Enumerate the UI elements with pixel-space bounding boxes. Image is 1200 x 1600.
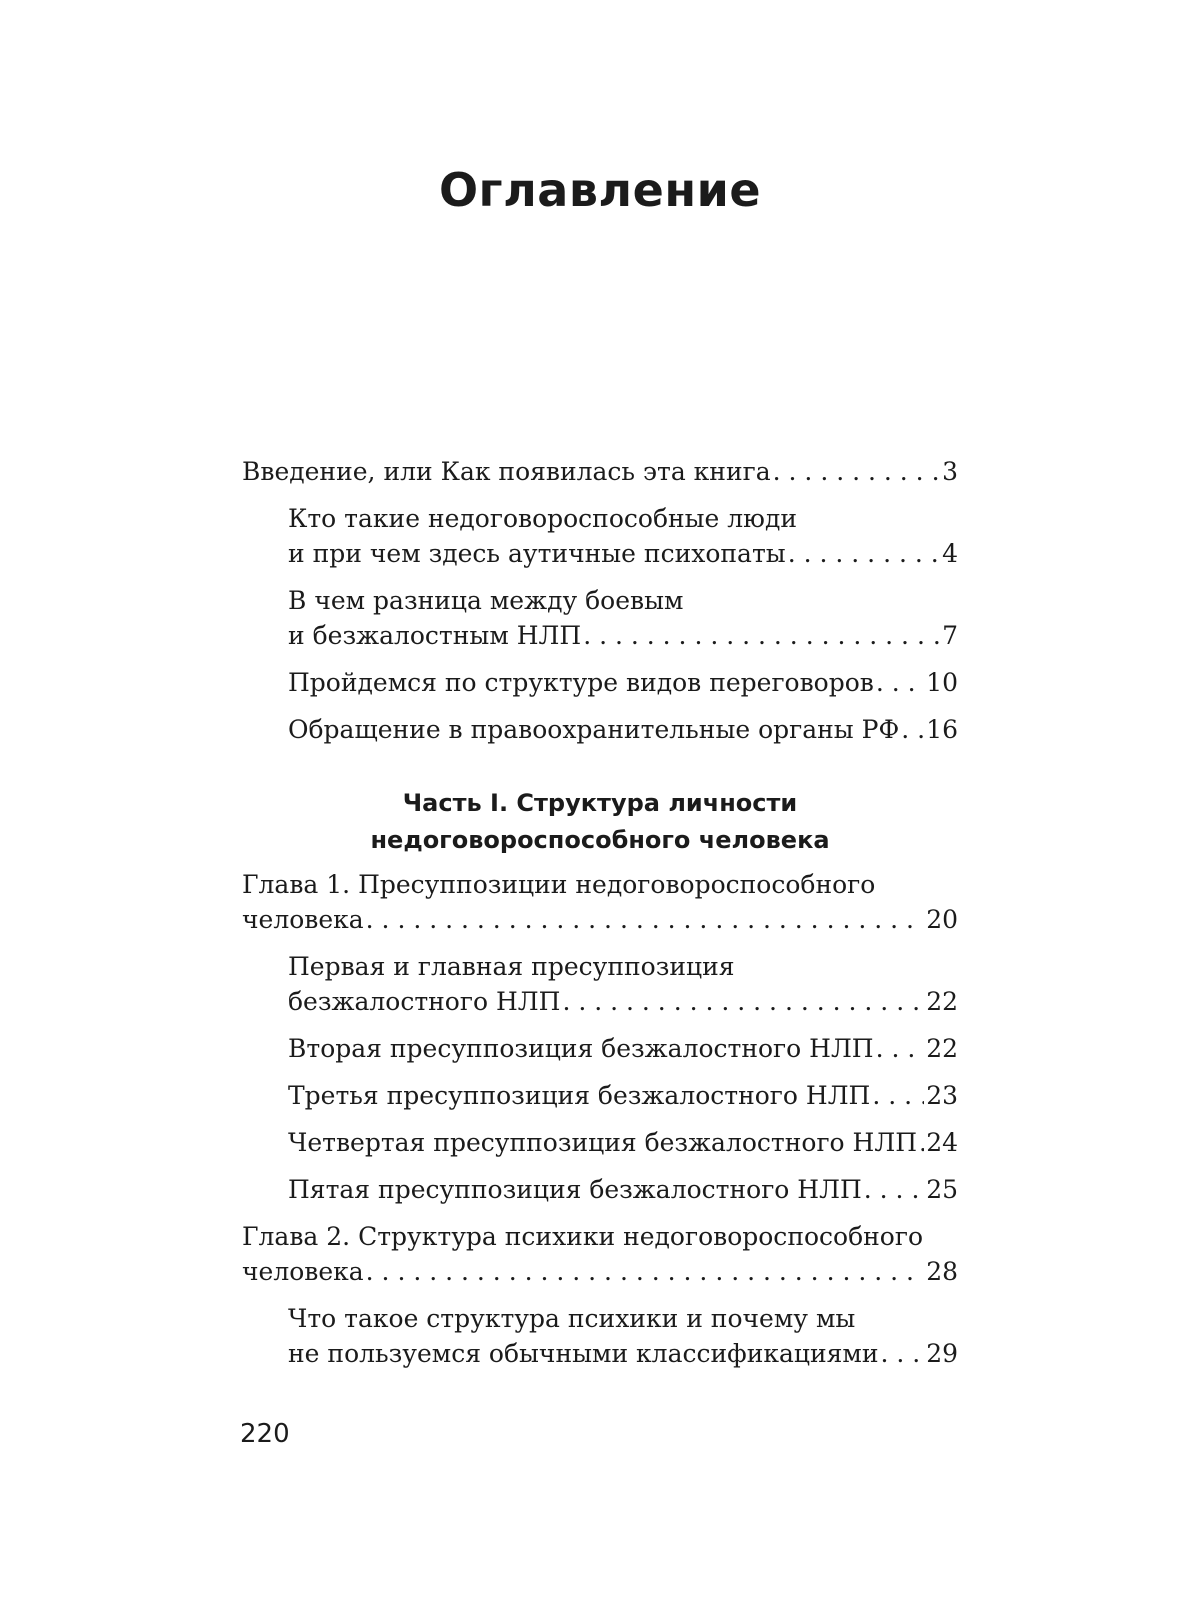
- dot-leader: [876, 1031, 925, 1066]
- toc-entry-title-line: В чем разница между боевым: [288, 586, 684, 615]
- toc-entry-title: Третья пресуппозиция безжалостного НЛП: [288, 1081, 871, 1110]
- toc-entry-fourth-presupposition[interactable]: [242, 1125, 958, 1160]
- dot-leader: [864, 1172, 924, 1207]
- toc-entry-title-line: Первая и главная пресуппозиция: [288, 952, 735, 981]
- toc-page-number: 10: [926, 668, 958, 697]
- dot-leader: [562, 984, 924, 1019]
- toc-entry-third-presupposition[interactable]: [242, 1078, 958, 1113]
- toc-entry-introduction[interactable]: [242, 454, 958, 489]
- toc-page-number: 4: [942, 539, 958, 568]
- toc-entry-title: Пятая пресуппозиция безжалостного НЛП: [288, 1175, 862, 1204]
- toc-entry-second-presupposition[interactable]: [242, 1031, 958, 1066]
- toc-page-number: 28: [926, 1257, 958, 1286]
- dot-leader: [788, 536, 940, 571]
- toc-entry-title: Вторая пресуппозиция безжалостного НЛП: [288, 1034, 874, 1063]
- table-of-contents: [242, 454, 958, 1383]
- toc-page-number: 22: [926, 987, 958, 1016]
- toc-entry-title-line: человека: [242, 905, 364, 934]
- toc-entry-title-line: и при чем здесь аутичные психопаты: [288, 539, 786, 568]
- dot-leader: [366, 902, 925, 937]
- page-number: 220: [240, 1419, 290, 1449]
- dot-leader: [872, 1078, 924, 1113]
- part-heading-line: недоговороспособного человека: [370, 826, 830, 854]
- toc-page-number: 29: [926, 1339, 958, 1368]
- dot-leader: [876, 665, 924, 700]
- dot-leader: [773, 454, 940, 489]
- toc-entry-law-enforcement[interactable]: [242, 712, 958, 747]
- toc-entry-psyche-structure[interactable]: [242, 1301, 958, 1371]
- toc-entry-combat-vs-ruthless-nlp[interactable]: [242, 583, 958, 653]
- toc-entry-title-line: безжалостного НЛП: [288, 987, 561, 1016]
- dot-leader: [901, 712, 924, 747]
- toc-page-number: 7: [942, 621, 958, 650]
- toc-entry-chapter-2[interactable]: [242, 1219, 958, 1289]
- toc-entry-negotiation-types[interactable]: [242, 665, 958, 700]
- dot-leader: [881, 1336, 925, 1371]
- toc-entry-title-line: Кто такие недоговороспособные люди: [288, 504, 797, 533]
- toc-entry-who-are-non-negotiable[interactable]: [242, 501, 958, 571]
- toc-page-number: 25: [926, 1175, 958, 1204]
- toc-page-number: 22: [926, 1034, 958, 1063]
- toc-page-number: 23: [926, 1081, 958, 1110]
- part-heading[interactable]: [242, 785, 958, 859]
- dot-leader: [583, 618, 940, 653]
- toc-entry-title-line: не пользуемся обычными классификациями: [288, 1339, 879, 1368]
- toc-entry-fifth-presupposition[interactable]: [242, 1172, 958, 1207]
- toc-entry-title: Введение, или Как появилась эта книга: [242, 457, 771, 486]
- toc-entry-title-line: Что такое структура психики и почему мы: [288, 1304, 856, 1333]
- toc-entry-title-line: Глава 2. Структура психики недоговороспособного: [242, 1222, 923, 1251]
- page-title: Оглавление: [438, 163, 762, 217]
- dot-leader: [366, 1254, 925, 1289]
- toc-entry-title-line: Глава 1. Пресуппозиции недоговороспособного: [242, 870, 876, 899]
- toc-page-number: 3: [942, 457, 958, 486]
- toc-entry-first-presupposition[interactable]: [242, 949, 958, 1019]
- toc-entry-chapter-1[interactable]: [242, 867, 958, 937]
- toc-entry-title: Обращение в правоохранительные органы РФ: [288, 715, 900, 744]
- toc-entry-title: Четвертая пресуппозиция безжалостного НЛП: [288, 1128, 918, 1157]
- toc-page-number: 20: [926, 905, 958, 934]
- toc-page-number: 24: [926, 1128, 958, 1157]
- dot-leader: [919, 1125, 924, 1160]
- part-heading-line: Часть I. Структура личности: [402, 789, 798, 817]
- toc-page-number: 16: [926, 715, 958, 744]
- toc-entry-title: Пройдемся по структуре видов переговоров: [288, 668, 874, 697]
- toc-entry-title-line: человека: [242, 1257, 364, 1286]
- toc-entry-title-line: и безжалостным НЛП: [288, 621, 582, 650]
